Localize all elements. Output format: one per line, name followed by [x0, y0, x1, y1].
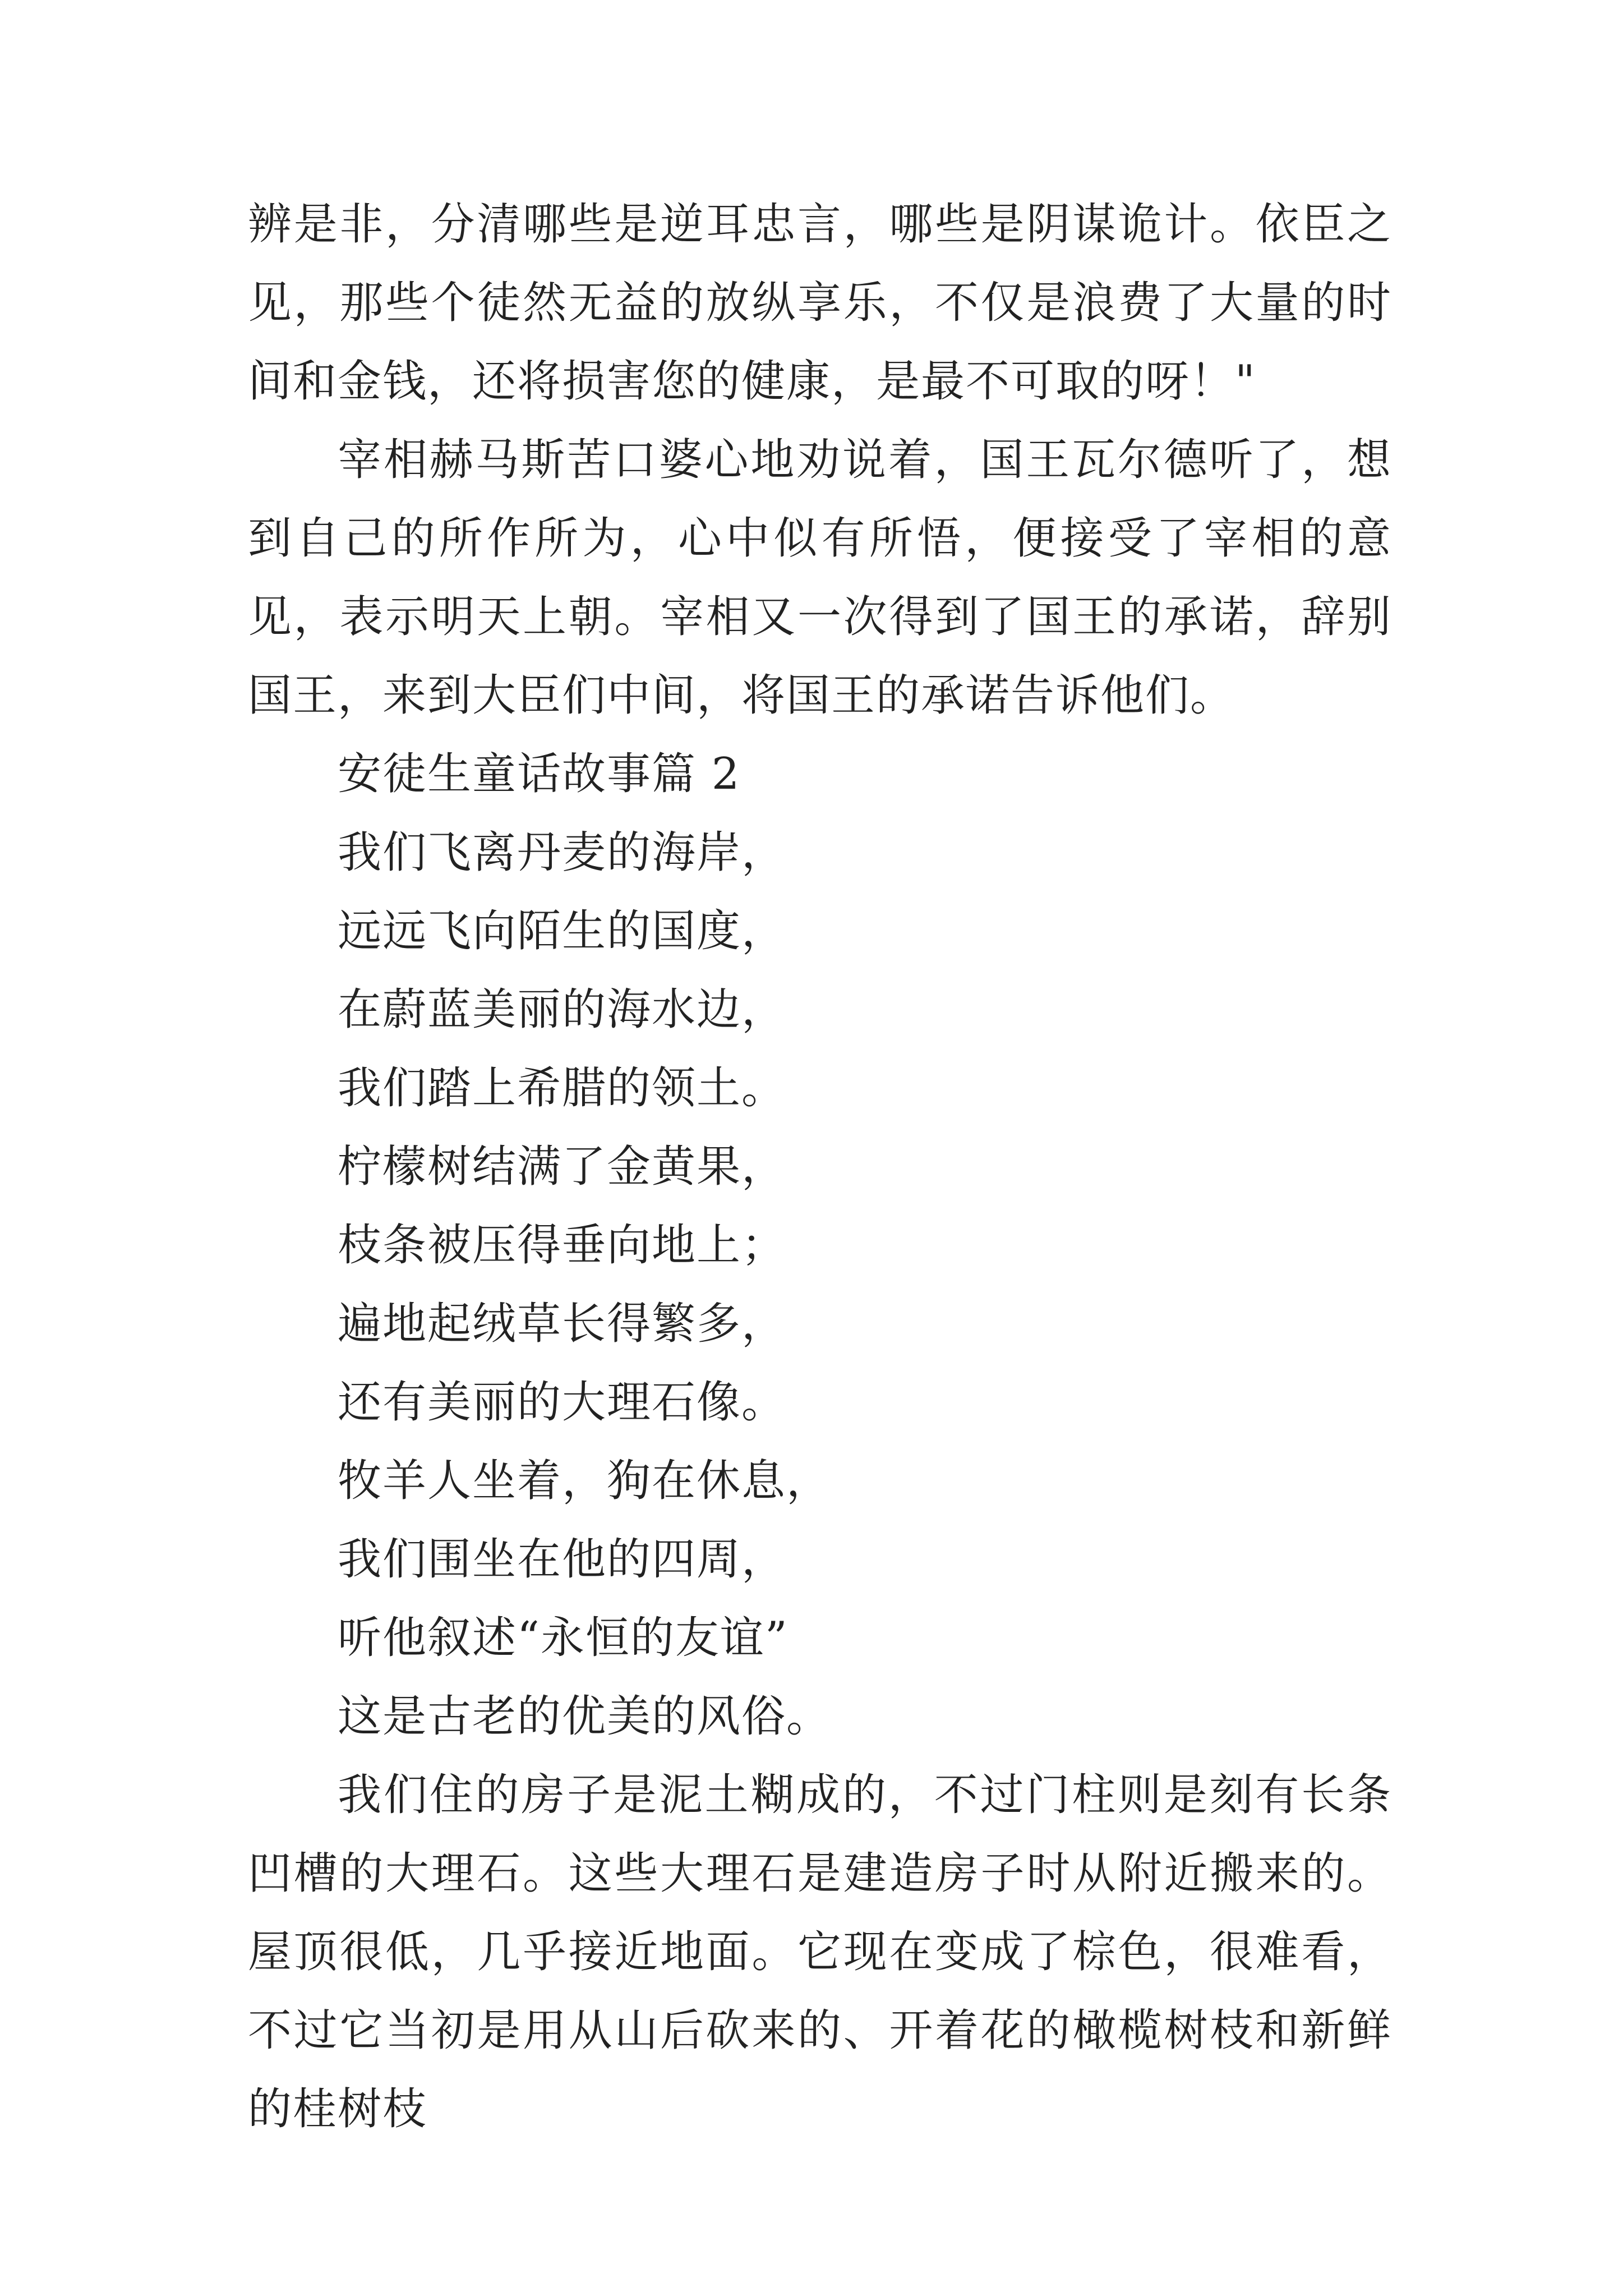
poem-line: 遍地起绒草长得繁多，	[338, 1299, 787, 1349]
poem-line: 我们围坐在他的四周，	[338, 1534, 787, 1585]
poem-line: 还有美丽的大理石像。	[338, 1377, 787, 1428]
poem-line: 牧羊人坐着，狗在休息，	[338, 1456, 832, 1506]
poem-line: 柠檬树结满了金黄果，	[338, 1142, 787, 1192]
paragraph: 我们住的房子是泥土糊成的，不过门柱则是刻有长条凹槽的大理石。这些大理石是建造房子时从附近搬来的。屋顶很低，几乎接近地面。它现在变成了棕色，很难看，不过它当初是用从山后砍来的、开着花的橄榄树枝和新鲜的桂树枝	[248, 1770, 1392, 2134]
poem-line: 枝条被压得垂向地上；	[338, 1220, 787, 1271]
poem-line: 我们飞离丹麦的海岸，	[338, 827, 787, 878]
paragraph: 宰相赫马斯苦口婆心地劝说着，国王瓦尔德听了，想到自己的所作所为，心中似有所悟，便接受了宰相的意见，表示明天上朝。宰相又一次得到了国王的承诺，辞别国王，来到大臣们中间，将国王的承诺告诉他们。	[248, 435, 1392, 721]
poem-line: 远远飞向陌生的国度，	[338, 906, 787, 956]
section-heading: 安徒生童话故事篇 2	[338, 749, 741, 799]
paragraph-continued: 辨是非，分清哪些是逆耳忠言，哪些是阴谋诡计。依臣之见，那些个徒然无益的放纵享乐，不仅是浪费了大量的时间和金钱，还将损害您的健康，是最不可取的呀！"	[248, 199, 1392, 407]
poem-line: 这是古老的优美的风俗。	[338, 1691, 832, 1742]
poem-line: 听他叙述“永恒的友谊”	[338, 1613, 789, 1663]
poem-line: 在蔚蓝美丽的海水边，	[338, 984, 787, 1035]
poem-line: 我们踏上希腊的领土。	[338, 1063, 787, 1114]
document-body	[248, 185, 1392, 2148]
